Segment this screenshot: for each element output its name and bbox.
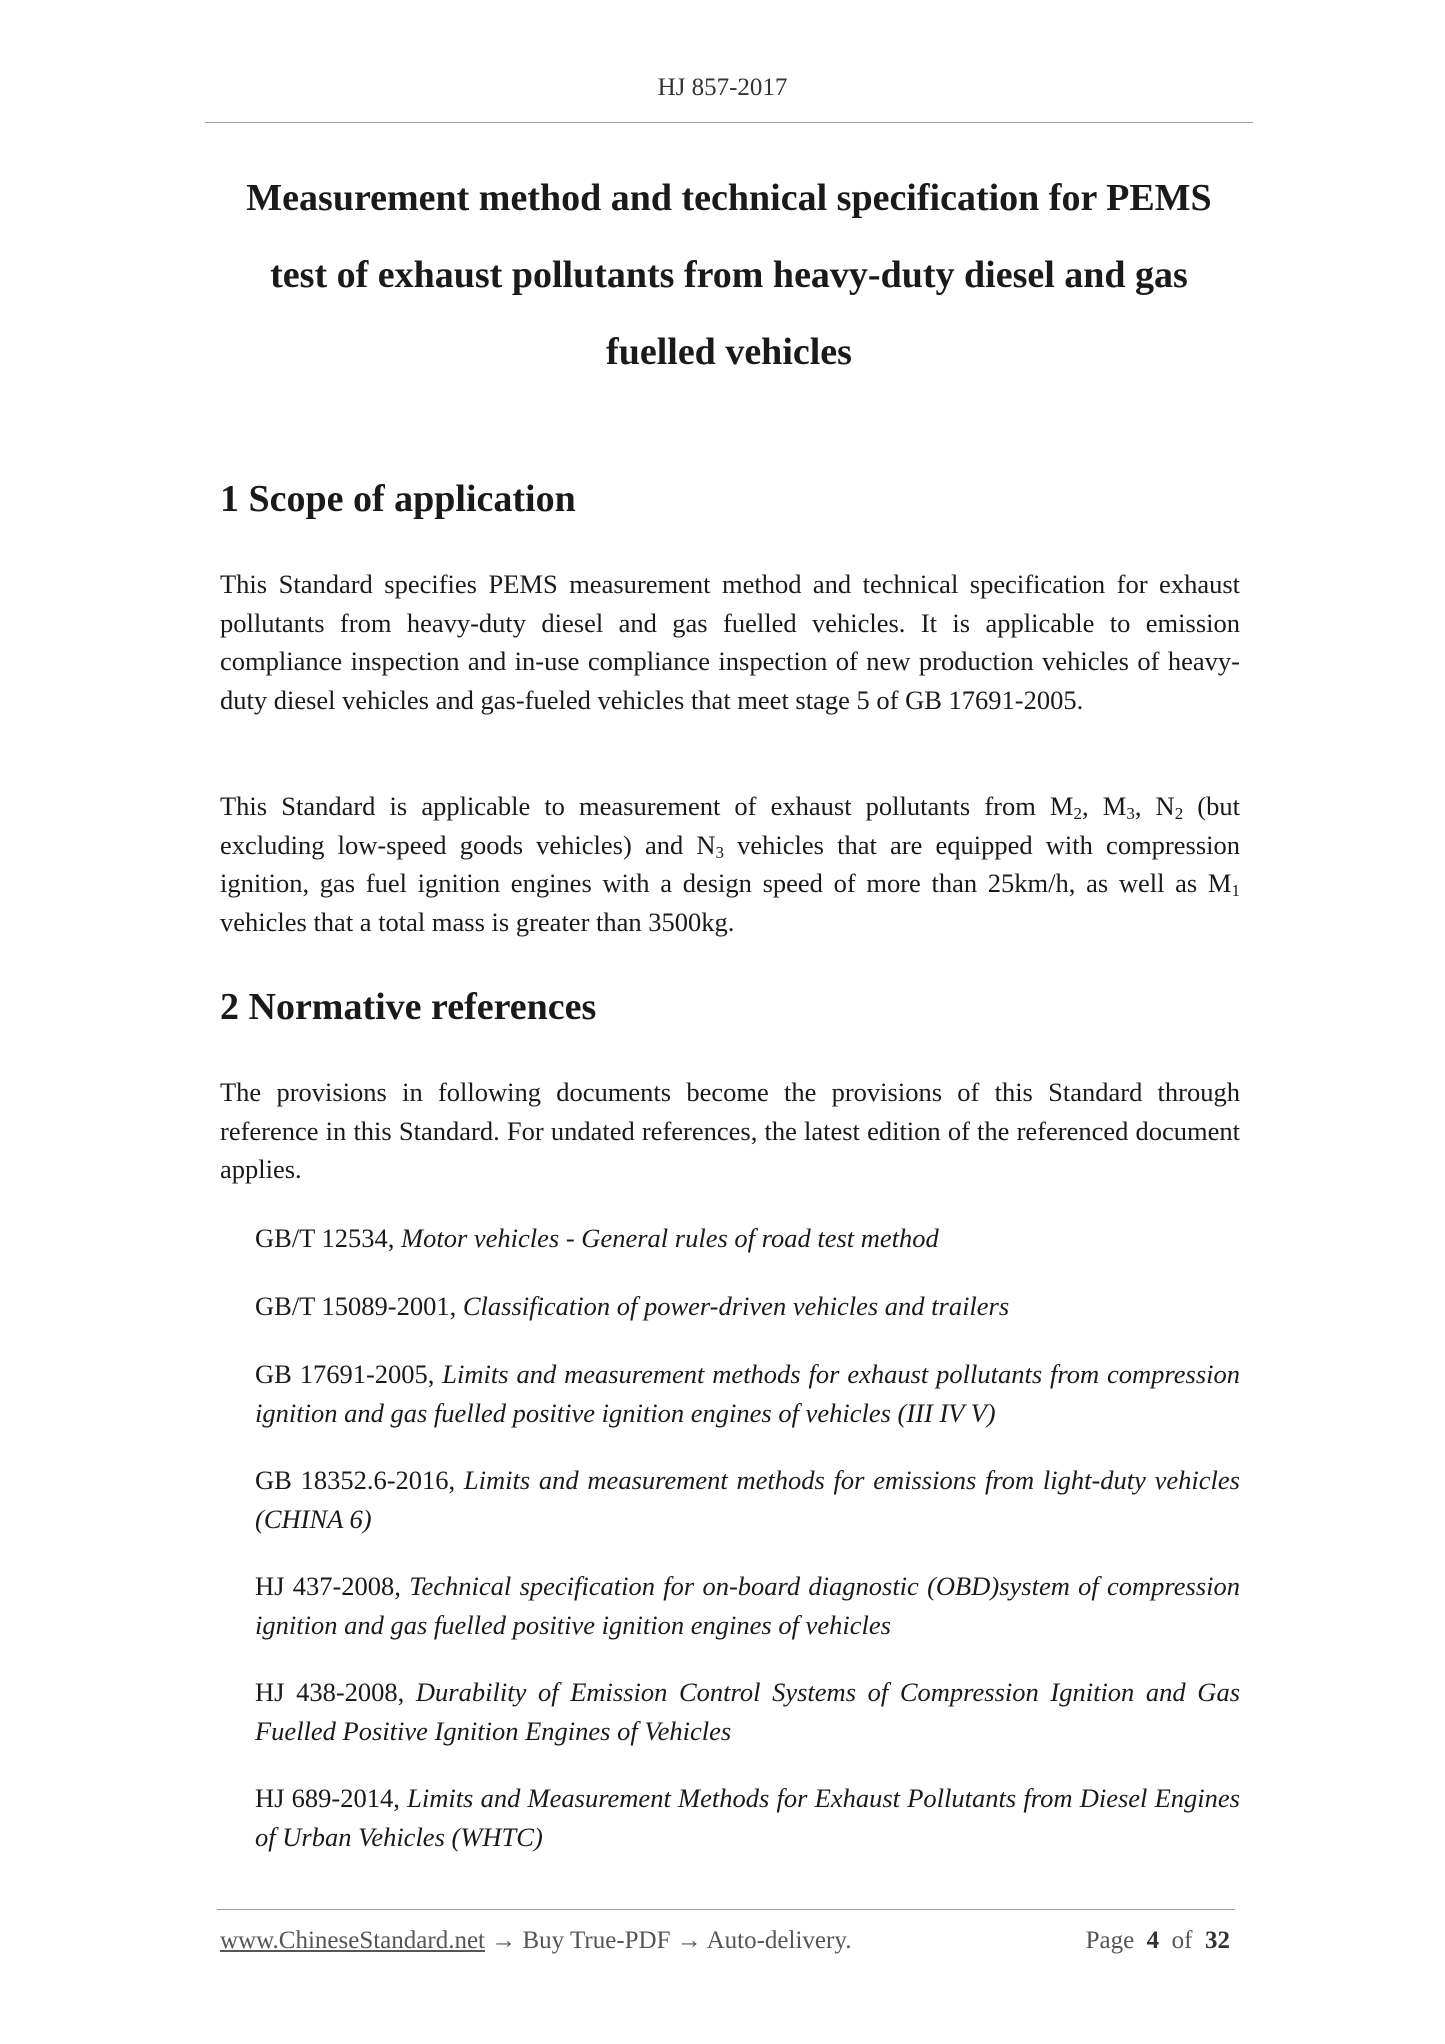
- page-footer: [220, 1927, 1230, 1963]
- total-pages: 32: [1205, 1927, 1230, 1954]
- document-title: [205, 160, 1253, 391]
- reference-item: GB/T 15089-2001, Classification of power-driven vehicles and trailers: [255, 1291, 1010, 1321]
- title-line: test of exhaust pollutants from heavy-duty diesel and gas: [270, 254, 1188, 296]
- scope-paragraph-2: This Standard is applicable to measurement of exhaust pollutants from $M_2$, $M_3$, $N_2$ (but excluding low-speed goods vehicles) and $N_3$ vehicles that are equipped with compression ignition, gas fuel ignition engines with a design speed of more than 25km/h, as well as $M_1$ vehicles that a total mass is greater than 3500kg.: [220, 791, 1241, 937]
- references-intro: The provisions in following documents become the provisions of this Standard through reference in this Standard. For undated references, the latest edition of the referenced document applies.: [220, 1077, 1240, 1184]
- reference-item: HJ 437-2008, Technical specification for on-board diagnostic (OBD)system of compression ignition and gas fuelled positive ignition engines of vehicles: [255, 1571, 1240, 1640]
- header-doc-code: HJ 857-2017: [657, 74, 788, 101]
- arrow-right-icon: →: [491, 1927, 517, 1954]
- footer-buy-text: Buy True-PDF: [522, 1927, 671, 1954]
- reference-item: GB 17691-2005, Limits and measurement methods for exhaust pollutants from compression ignition and gas fuelled positive ignition engines of vehicles (III IV V): [255, 1359, 1240, 1428]
- page-indicator: Page 4 of 32: [1085, 1927, 1230, 1954]
- reference-item: GB 18352.6-2016, Limits and measurement methods for emissions from light-duty vehicles (CHINA 6): [255, 1465, 1240, 1534]
- current-page: 4: [1146, 1927, 1160, 1954]
- section-heading-scope: 1 Scope of application: [220, 478, 576, 520]
- footer-promo: [220, 1927, 851, 1955]
- title-line: Measurement method and technical specification for PEMS: [246, 177, 1212, 219]
- section-heading-references: 2 Normative references: [220, 986, 597, 1028]
- reference-item: GB/T 12534, Motor vehicles - General rules of road test method: [255, 1223, 939, 1253]
- site-link[interactable]: www.ChineseStandard.net: [220, 1927, 485, 1954]
- header-divider: [205, 122, 1253, 123]
- arrow-right-icon: →: [676, 1927, 702, 1954]
- scope-paragraph-1: This Standard specifies PEMS measurement method and technical specification for exhaust pollutants from heavy-duty diesel and gas fuelled vehicles. It is applicable to emission compliance inspection and in-use compliance inspection of new production vehicles of heavy-duty diesel vehicles and gas-fueled vehicles that meet stage 5 of GB 17691-2005.: [220, 569, 1240, 715]
- footer-divider: [217, 1909, 1235, 1910]
- reference-item: HJ 689-2014, Limits and Measurement Methods for Exhaust Pollutants from Diesel Engines of Urban Vehicles (WHTC): [255, 1783, 1240, 1852]
- title-line: fuelled vehicles: [606, 331, 852, 373]
- reference-item: HJ 438-2008, Durability of Emission Control Systems of Compression Ignition and Gas Fuelled Positive Ignition Engines of Vehicles: [255, 1677, 1241, 1746]
- footer-auto-text: Auto-delivery.: [706, 1927, 852, 1954]
